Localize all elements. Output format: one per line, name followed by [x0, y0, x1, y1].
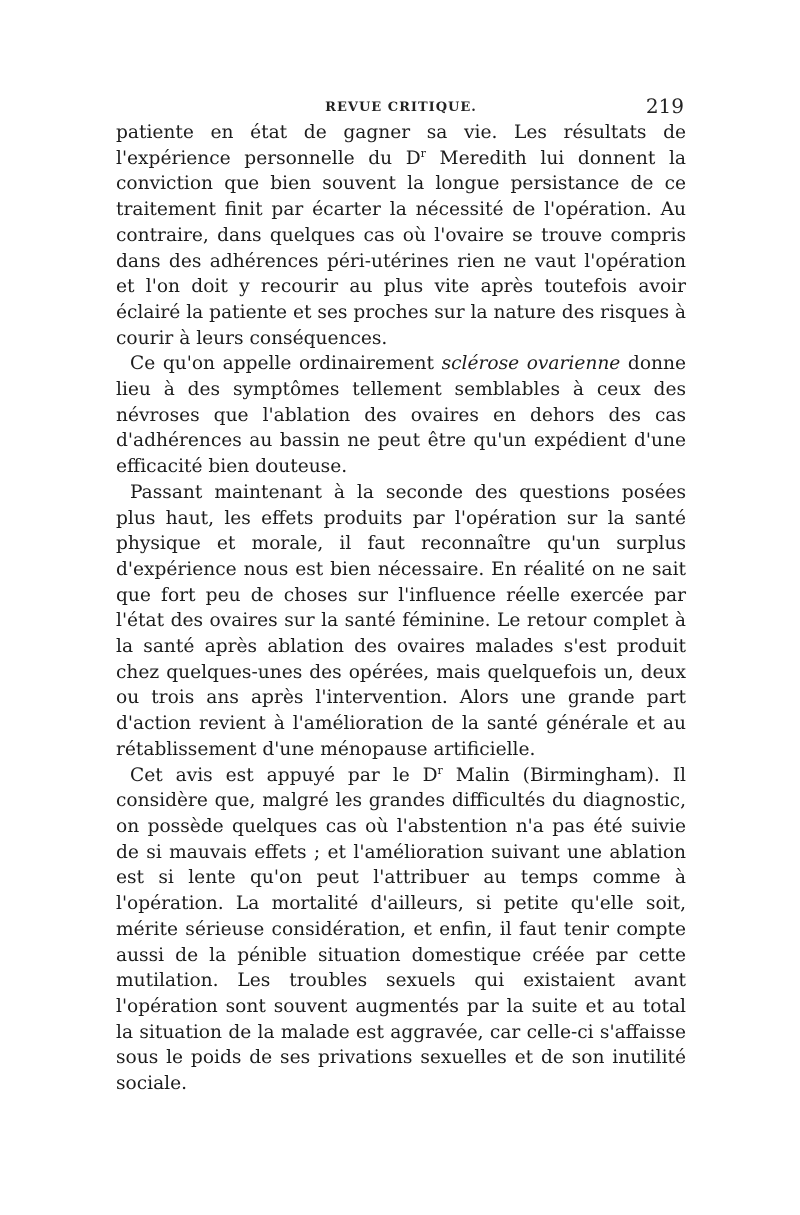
paragraph-1-text-b: Meredith lui donnent la conviction que bien souvent la longue persistance de ce traitement finit par écarter la nécessité de l'opération. Au contraire, dans quelques cas où l'ovaire se trouve compris dans des adhérences péri-utérines rien ne vaut l'opération et l'on doit y recourir au plus vite après toutefois avoir éclairé la patiente et ses proches sur la nature des risques à courir à leurs conséquences.	[116, 147, 686, 349]
text-block	[116, 92, 686, 1097]
running-title: REVUE CRITIQUE.	[325, 100, 477, 115]
paragraph-4-text-b: Malin (Birmingham). Il considère que, malgré les grandes difficultés du diagnostic, on possède quelques cas où l'abstention n'a pas été suivie de si mauvais effets ; et l'amélioration suivant une ablation est si lente qu'on peut l'attribuer au temps comme à l'opération. La mortalité d'ailleurs, si petite qu'elle soit, mérite sérieuse considération, et enfin, il faut tenir compte aussi de la pénible situation domestique créée par cette mutilation. Les troubles sexuels qui existaient avant l'opération sont souvent augmentés par la suite et au total la situation de la malade est aggravée, car celle-ci s'affaisse sous le poids de ses privations sexuelles et de son inutilité sociale.	[116, 764, 686, 1095]
paragraph-4	[116, 763, 686, 1097]
paragraph-2-text-b: donne lieu à des symptômes tellement semblables à ceux des névroses que l'ablation des ovaires en dehors des cas d'adhérences au bassin ne peut être qu'un expédient d'une efficacité bien douteuse.	[116, 353, 686, 478]
paragraph-2-text-a: Ce qu'on appelle ordinairement	[130, 353, 442, 375]
paragraph-2	[116, 351, 686, 480]
doctor-abbrev-sup: r	[420, 146, 426, 160]
doctor-abbrev-sup: r	[437, 763, 443, 777]
running-head	[116, 92, 686, 120]
paragraph-2-italic-term: sclérose ovarienne	[441, 353, 621, 375]
paragraph-3: Passant maintenant à la seconde des questions posées plus haut, les effets produits par l'opération sur la santé physique et morale, il faut reconnaître qu'un surplus d'expérience nous est bien nécessaire. En réalité on ne sait que fort peu de choses sur l'influence réelle exercée par l'état des ovaires sur la santé féminine. Le retour complet à la santé après ablation des ovaires malades s'est produit chez quelques-unes des opérées, mais quelquefois un, deux ou trois ans après l'intervention. Alors une grande part d'action revient à l'amélioration de la santé générale et au rétablissement d'une ménopause artificielle.	[116, 481, 686, 760]
page-number: 219	[645, 94, 684, 118]
paragraph-1-text-a: patiente en état de gagner sa vie. Les résultats de l'expérience personnelle du D	[116, 122, 686, 169]
paragraph-4-text-a: Cet avis est appuyé par le D	[130, 764, 438, 786]
paragraph-1	[116, 120, 686, 351]
